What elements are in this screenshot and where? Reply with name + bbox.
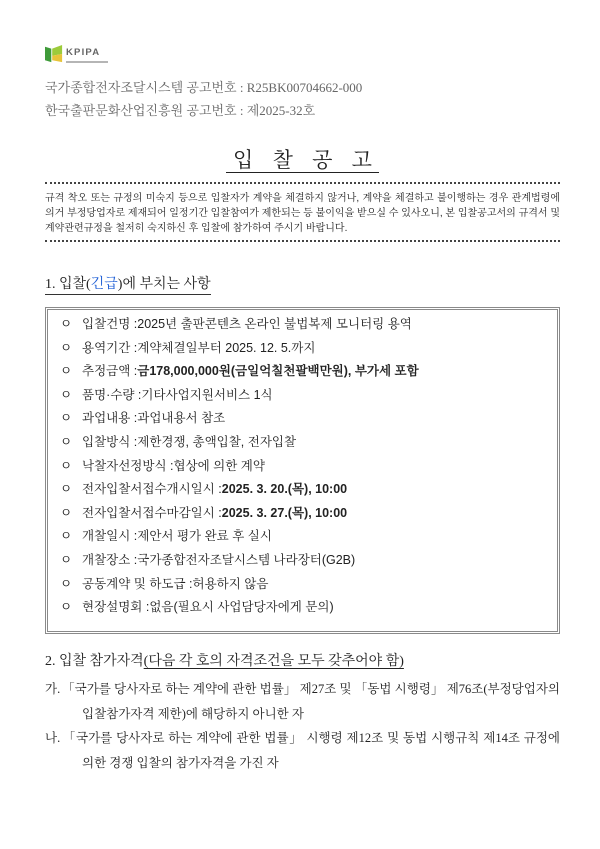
- section1-heading-after: )에 부치는 사항: [117, 277, 211, 292]
- bullet: ㅇ: [60, 364, 73, 379]
- detail-value: 허용하지 않음: [192, 576, 269, 591]
- detail-row-submission-deadline: [60, 502, 557, 526]
- bullet: ㅇ: [60, 434, 73, 449]
- section2-heading: [45, 652, 560, 672]
- qualification-item: [45, 726, 560, 775]
- detail-label: 입찰방식 :: [82, 434, 138, 449]
- detail-label: 낙찰자선정방식 :: [82, 458, 174, 473]
- kpipa-logo-icon: [45, 45, 63, 63]
- qualification-list: [45, 677, 560, 775]
- section1-heading-text: [45, 275, 211, 295]
- bullet: ㅇ: [60, 458, 73, 473]
- logo-wordmark: [66, 44, 108, 63]
- detail-row-site-briefing: [60, 596, 557, 620]
- detail-label: 개찰일시 :: [82, 529, 138, 544]
- qualification-text: 「국가를 당사자로 하는 계약에 관한 법률」 시행령 제12조 및 동법 시행규칙 제14조 규정에 의한 경쟁 입찰의 참가자격을 가진 자: [62, 731, 560, 770]
- qualification-item: [45, 677, 560, 726]
- detail-value: 기타사업지원서비스 1식: [141, 387, 273, 402]
- bullet: ㅇ: [60, 600, 73, 615]
- section1-heading-before: 1. 입찰(: [45, 277, 91, 292]
- bullet: ㅇ: [60, 482, 73, 497]
- section2-heading-condition: (다음 각 호의 자격조건을 모두 갖추어야 함): [143, 654, 404, 669]
- detail-value: 협상에 의한 계약: [173, 458, 265, 473]
- detail-value: 없음(필요시 사업담당자에게 문의): [149, 600, 334, 615]
- detail-value: 2025년 출판콘텐츠 온라인 불법복제 모니터링 용역: [137, 317, 412, 331]
- detail-label: 입찰건명 :: [82, 317, 138, 331]
- detail-value: 계약체결일부터 2025. 12. 5.까지: [137, 340, 316, 355]
- kpipa-notice-number: 한국출판문화산업진흥원 공고번호 : 제2025-32호: [45, 103, 316, 118]
- detail-value: 과업내용서 참조: [137, 411, 226, 426]
- bullet: ㅇ: [60, 317, 73, 331]
- caution-paragraph: 규격 착오 또는 규정의 미숙지 등으로 입찰자가 계약을 체결하지 않거나, 계약을 체결하고 불이행하는 경우 관계법령에 의거 부정당업자로 제재되어 일정기간 입찰참여가 제한되는 등 불이익을 받으실 수 있사오니, 본 입찰공고서의 규격서 및 계약관련규정을 철저히 숙지하신 후 입찰에 참가하여 주시기 바랍니다.: [45, 193, 561, 234]
- page-title: 입 찰 공 고: [226, 148, 379, 173]
- detail-row-item-quantity: [60, 384, 557, 408]
- detail-label: 전자입찰서접수마감일시 :: [82, 505, 222, 520]
- detail-value: 금178,000,000원(금일억칠천팔백만원), 부가세 포함: [137, 364, 419, 379]
- detail-label: 품명·수량 :: [82, 387, 142, 402]
- detail-row-period: [60, 337, 557, 361]
- bid-details-box: [45, 307, 560, 634]
- section2-heading-main: 2. 입찰 참가자격: [45, 654, 144, 669]
- detail-value: 2025. 3. 20.(목), 10:00: [221, 482, 348, 497]
- qualification-marker: 가.: [45, 682, 61, 696]
- g2b-notice-number: 국가종합전자조달시스템 공고번호 : R25BK00704662-000: [45, 80, 363, 95]
- detail-row-joint-contract: [60, 573, 557, 597]
- kpipa-logo: [45, 44, 560, 66]
- section1-heading-urgent: 긴급: [90, 277, 118, 292]
- detail-value: 국가종합전자조달시스템 나라장터(G2B): [137, 552, 356, 567]
- detail-label: 현장설명회 :: [82, 600, 150, 615]
- bullet: ㅇ: [60, 411, 73, 426]
- detail-row-opening-place: [60, 549, 557, 573]
- bullet: ㅇ: [60, 505, 73, 520]
- detail-row-estimated-amount: [60, 360, 557, 384]
- bullet: ㅇ: [60, 340, 73, 355]
- section1-heading: [45, 275, 560, 295]
- detail-row-submission-start: [60, 478, 557, 502]
- detail-value: 제안서 평가 완료 후 실시: [137, 529, 272, 544]
- detail-row-title: [60, 313, 557, 337]
- detail-value: 제한경쟁, 총액입찰, 전자입찰: [137, 434, 297, 449]
- qualification-marker: 나.: [45, 731, 61, 745]
- qualification-text: 「국가를 당사자로 하는 계약에 관한 법률」 제27조 및 「동법 시행령」 제76조(부정당업자의 입찰참가자격 제한)에 해당하지 아니한 자: [62, 682, 560, 721]
- bullet: ㅇ: [60, 387, 73, 402]
- detail-label: 추정금액 :: [82, 364, 138, 379]
- detail-label: 공동계약 및 하도급 :: [82, 576, 193, 591]
- bullet: ㅇ: [60, 529, 73, 544]
- detail-label: 용역기간 :: [82, 340, 138, 355]
- detail-row-task: [60, 407, 557, 431]
- logo-tagline: [66, 61, 108, 63]
- detail-label: 전자입찰서접수개시일시 :: [82, 482, 222, 497]
- detail-row-opening-time: [60, 525, 557, 549]
- notice-numbers: [45, 76, 560, 122]
- bullet: ㅇ: [60, 552, 73, 567]
- detail-label: 개찰장소 :: [82, 552, 138, 567]
- detail-row-bid-method: [60, 431, 557, 455]
- logo-text: KPIPA: [66, 47, 101, 58]
- detail-value: 2025. 3. 27.(목), 10:00: [221, 505, 348, 520]
- dotted-divider-top: [45, 182, 560, 184]
- bullet: ㅇ: [60, 576, 73, 591]
- dotted-divider-bottom: [45, 240, 560, 242]
- detail-label: 과업내용 :: [82, 411, 138, 426]
- title-block: [45, 148, 560, 173]
- detail-row-selection-method: [60, 455, 557, 479]
